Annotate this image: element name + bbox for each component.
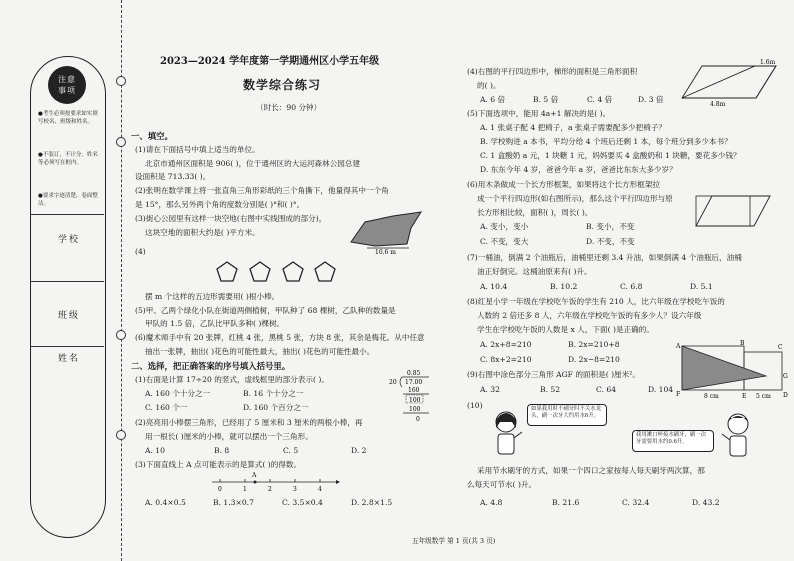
speech-bubble-2-text: 我用漱口杯接水刷牙，刷一次牙需要用水约0.6升。: [636, 432, 707, 445]
q1-line-1[interactable]: 北京市通州区面积是 906( )，位于通州区的大运河森林公园总建: [145, 159, 361, 168]
c1-option-c[interactable]: C. 160 个一: [145, 403, 188, 412]
q1-title: (1)请在下面括号中填上适当的单位。: [135, 145, 260, 154]
name-field-label[interactable]: 姓名: [58, 354, 81, 364]
binding-hole-4: [116, 430, 126, 440]
c6-line-1: (6)用木条做成一个长方形框架，如果将这个长方形框架拉: [467, 180, 661, 189]
binding-strip: [8, 6, 126, 554]
c8-option-b[interactable]: B. 2x=210+8: [568, 340, 620, 349]
c9-option-d[interactable]: D. 104: [648, 385, 674, 394]
c2-line-1: (2)亮亮用小棒摆三角形，已经用了 5 厘米和 3 厘米的两根小棒，再: [135, 418, 363, 427]
pentagon-pattern-figure: [215, 260, 345, 286]
c4-line-1: (4)右图的平行四边形中，梯形的面积是三角形面积: [467, 67, 638, 76]
c3-line-1: (3)下面直线上 A 点可能表示的是算式( )的得数。: [135, 460, 302, 469]
field-divider-1: [31, 214, 104, 215]
notice-badge-text: 注意事项: [58, 75, 76, 95]
note-bullet-1: ●: [38, 111, 43, 117]
fig9-label-f: F: [676, 391, 681, 398]
boy-cartoon-icon: [720, 410, 756, 462]
c4-line-2[interactable]: 的( )。: [477, 81, 501, 90]
binding-note-3: [38, 192, 100, 208]
c7-option-d[interactable]: D. 5.1: [690, 282, 713, 291]
div-dividend: 17.00: [405, 379, 423, 386]
parallelogram-trapezoid-figure: [680, 58, 780, 108]
c7-line-2[interactable]: 油正好倒完。这桶油原来有( )升。: [477, 267, 592, 276]
irregular-plot-figure: [345, 208, 425, 254]
c7-option-a[interactable]: A. 10.4: [480, 282, 508, 291]
q6-line-1: (6)魔术师手中有 20 张牌，红桃 4 张，黑桃 5 张，方块 8 张，其余是梅花。从中任意: [135, 333, 425, 342]
c10-option-d[interactable]: D. 43.2: [692, 498, 720, 507]
speech-bubble-1: [527, 404, 607, 426]
div-row-3: 100: [409, 406, 421, 413]
c8-line-3[interactable]: 学生在学校吃午饭的人数是 x 人，下面( )是正确的。: [477, 325, 654, 334]
c7-line-1: (7)一桶油，倒满 2 个油瓶后，油桶里还剩 3.4 升油，如果倒满 4 个油瓶后，油桶: [467, 253, 742, 262]
c1-option-d[interactable]: D. 160 个百分之一: [243, 403, 309, 412]
q2-line-2[interactable]: 是 15°，那么另外两个角的度数分别是( )°和( )°。: [135, 200, 305, 209]
div-row-2: 100: [409, 397, 421, 404]
c6-option-c[interactable]: C. 不变，变大: [480, 237, 529, 246]
binding-hole-3: [116, 330, 126, 340]
fig9-label-b: B: [740, 340, 745, 347]
c10-option-b[interactable]: B. 21.6: [552, 498, 580, 507]
school-field-label[interactable]: 学校: [58, 235, 81, 245]
c5-line-1: (5)下面选项中，能用 4a+1 解决的是( )。: [467, 109, 611, 118]
c9-line-1[interactable]: (9)右图中涂色部分三角形 AGF 的面积是( )厘米²。: [467, 370, 640, 379]
c5-option-a[interactable]: A. 1 张桌子配 4 把椅子，a 张桌子需要配多少把椅子？: [480, 123, 667, 132]
c7-option-b[interactable]: B. 10.2: [550, 282, 578, 291]
c2-option-b[interactable]: B. 8: [214, 446, 230, 455]
note-text-3: 要求字迹清楚，卷面整洁。: [38, 193, 98, 207]
binding-note-2: [38, 151, 100, 167]
c9-option-b[interactable]: B. 52: [540, 385, 561, 394]
c1-line-1: (1)右面是计算 17÷20 的竖式，虚线框里的部分表示( )。: [135, 375, 329, 384]
c9-option-c[interactable]: C. 64: [596, 385, 617, 394]
q4-line-1[interactable]: 摆 m 个这样的五边形需要用( )根小棒。: [145, 292, 280, 301]
c6-option-d[interactable]: D. 不变，不变: [586, 237, 635, 246]
number-line-tick-3: 3: [293, 486, 297, 493]
exam-subtitle: 数学综合练习: [243, 78, 322, 92]
q2-line-1: (2)张明在数学课上将一张直角三角形彩纸的三个角撕下，他量得其中一个角: [135, 186, 389, 195]
c6-option-b[interactable]: B. 变小，不变: [586, 222, 635, 231]
c4-top-length: 1.6m: [760, 59, 776, 66]
number-line-tick-1: 1: [243, 486, 247, 493]
binding-hole-1: [116, 76, 126, 86]
field-divider-2: [31, 281, 104, 282]
c1-option-b[interactable]: B. 16 个十分之一: [243, 389, 304, 398]
number-line-figure: [210, 470, 340, 496]
section-fill-heading: 一、填空。: [131, 131, 173, 141]
q4-number: (4): [135, 247, 146, 256]
c2-option-c[interactable]: C. 5: [283, 446, 299, 455]
c3-option-c[interactable]: C. 3.5×0.4: [282, 498, 323, 507]
c4-bottom-length: 4.8m: [710, 101, 726, 108]
number-line-tick-4: 4: [318, 486, 322, 493]
number-line-tick-2: 2: [268, 486, 272, 493]
c4-option-d[interactable]: D. 3 倍: [638, 95, 664, 104]
field-divider-3: [31, 346, 104, 347]
speech-bubble-1-text: 如果我用时不刷牙时不关水龙头，刷一次牙大约用水6升。: [531, 406, 602, 419]
c10-line-2[interactable]: 么每天可节水( )升。: [467, 480, 537, 489]
c5-option-d[interactable]: D. 东东今年 4 岁，爸爸今年 a 岁，爸爸比东东大多少岁？: [480, 165, 677, 174]
c2-option-a[interactable]: A. 10: [145, 446, 165, 455]
note-text-2: 不装订，不计分。姓名等必须写在框内。: [38, 152, 98, 166]
c10-option-a[interactable]: A. 4.8: [480, 498, 503, 507]
fig9-label-e: E: [742, 393, 747, 400]
div-row-4: 0: [416, 416, 420, 423]
q1-line-2[interactable]: 设面积是 713.33( )。: [135, 172, 211, 181]
c8-line-2: 人数的 2 倍还多 8 人，六年级在学校吃午饭的有多少人？设六年级: [477, 311, 702, 320]
q6-line-2[interactable]: 抽出一张牌，抽出( )花色的可能性最大，抽出( )花色的可能性最小。: [145, 347, 375, 356]
fig9-label-c: C: [778, 344, 783, 351]
class-field-label[interactable]: 班级: [58, 311, 81, 321]
q3-line-2[interactable]: 这块空地的面积大约是( )平方米。: [145, 228, 260, 237]
fig9-label-g: G: [783, 373, 788, 380]
c1-option-a[interactable]: A. 160 个十分之一: [145, 389, 211, 398]
c4-option-a[interactable]: A. 6 倍: [480, 95, 506, 104]
c3-option-a[interactable]: A. 0.4×0.5: [145, 498, 186, 507]
exam-title: 2023—2024 学年度第一学期通州区小学五年级: [160, 56, 380, 67]
q3-line-1: (3)街心公园里有这样一块空地(右图中实线围成的部分)，: [135, 214, 327, 223]
c7-option-c[interactable]: C. 6.8: [620, 282, 643, 291]
div-row-1: 160: [408, 387, 420, 394]
fig9-label-a: A: [676, 343, 681, 350]
c8-option-a[interactable]: A. 2x+8=210: [480, 340, 532, 349]
fig9-dim-left: 8 cm: [704, 393, 719, 400]
girl-cartoon-icon: [488, 408, 524, 460]
div-quotient: 0.85: [407, 370, 421, 377]
c6-line-2: 成一个平行四边形(如右图所示)，那么这个平行四边形与原: [477, 194, 673, 203]
c9-option-a[interactable]: A. 32: [480, 385, 500, 394]
exam-time: （时长：90 分钟）: [256, 103, 322, 112]
section-choice-heading: 二、选择，把正确答案的序号填入括号里。: [131, 361, 291, 371]
binding-outline: [30, 56, 106, 538]
c10-option-c[interactable]: C. 32.4: [622, 498, 650, 507]
q5-line-2[interactable]: 甲队的 1.5 倍，乙队比甲队多种( )棵树。: [145, 319, 285, 328]
speech-bubble-2: [632, 430, 714, 452]
c6-line-3[interactable]: 长方形相比较，面积( )，周长( )。: [477, 208, 593, 217]
c5-option-b[interactable]: B. 学校购进 a 本书，平均分给 4 个班后还剩 1 本，每个班分到多少本书？: [480, 137, 732, 146]
note-text-1: 考生必须按要求如实填写校名、班级和姓名。: [38, 111, 98, 125]
note-bullet-3: ●: [38, 193, 43, 199]
binding-note-1: [38, 110, 100, 126]
c6-option-a[interactable]: A. 变小，变小: [480, 222, 529, 231]
c8-line-1: (8)红星小学一年级在学校吃午饭的学生有 210 人，比六年级在学校吃午饭的: [467, 297, 725, 306]
rectangle-to-parallelogram-figure: [692, 190, 774, 230]
note-bullet-2: ●: [38, 152, 43, 158]
q3-dimension: 10.6 m: [375, 249, 396, 254]
c2-line-2[interactable]: 用一根长( )厘米的小棒，就可以摆出一个三角形。: [145, 432, 313, 441]
c4-option-c[interactable]: C. 4 倍: [587, 95, 613, 104]
fig9-dim-right: 5 cm: [756, 393, 771, 400]
number-line-tick-0: 0: [218, 486, 222, 493]
div-divisor: 20: [389, 379, 397, 386]
c4-option-b[interactable]: B. 5 倍: [533, 95, 559, 104]
triangle-agf-figure: [676, 340, 788, 402]
c10-number: (10): [467, 401, 483, 410]
binding-hole-2: [116, 137, 126, 147]
long-division-figure: [385, 368, 433, 430]
c8-option-d[interactable]: D. 2x−8=210: [568, 355, 620, 364]
c5-option-c[interactable]: C. 1 盒酸奶 a 元，1 块糖 1 元，妈妈要买 4 盒酸奶和 1 块糖，要花多少钱？: [480, 151, 741, 160]
q5-line-1: (5)甲、乙两个绿化小队在街道两侧植树，甲队种了 68 棵树，乙队种的数量是: [135, 306, 396, 315]
page-footer: 五年级数学 第 1 页(共 3 页): [412, 537, 496, 545]
c8-option-c[interactable]: C. 8x+2=210: [480, 355, 532, 364]
c10-line-1: 采用节水刷牙的方式，如果一个四口之家按每人每天刷牙两次算，那: [477, 466, 705, 475]
c2-option-d[interactable]: D. 2: [351, 446, 367, 455]
c3-option-d[interactable]: D. 2.8×1.5: [351, 498, 393, 507]
notice-badge: [48, 66, 86, 104]
c3-option-b[interactable]: B. 1.3×0.7: [213, 498, 254, 507]
number-line-point-a: A: [252, 472, 257, 479]
fig9-label-d: D: [783, 392, 788, 399]
